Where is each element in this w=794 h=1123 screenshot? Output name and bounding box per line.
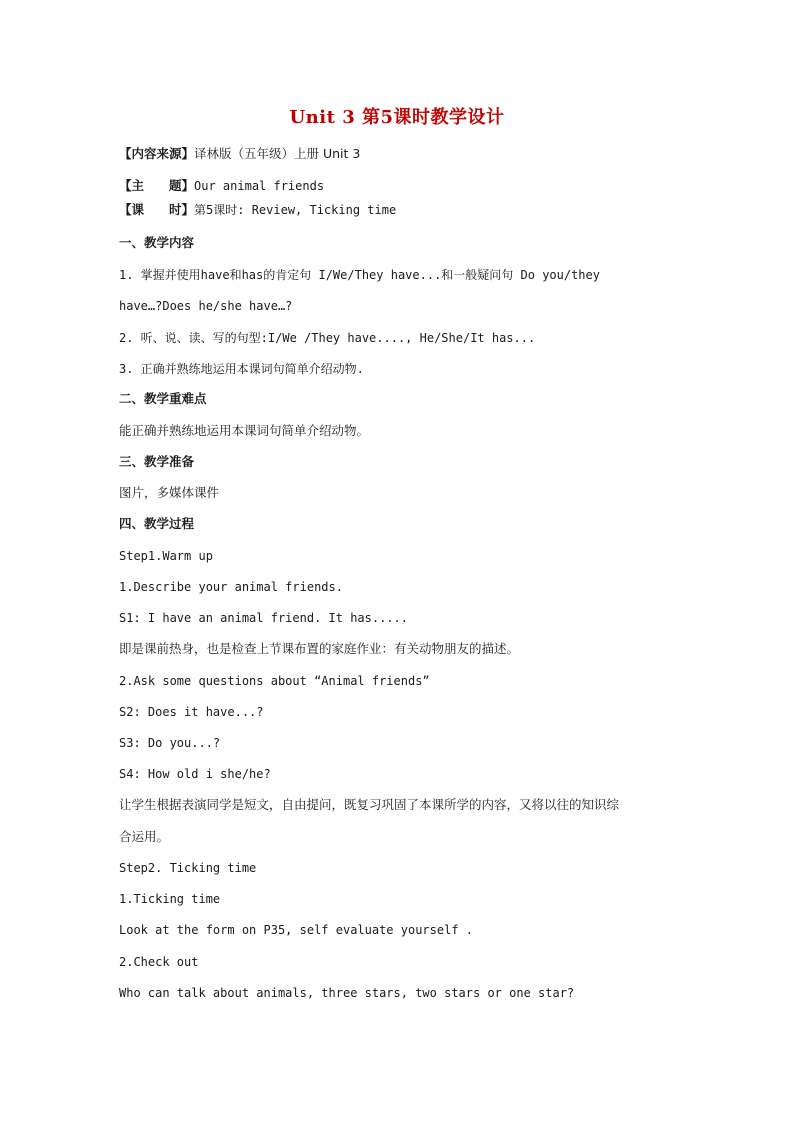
dialogue-s2: S2: Does it have...? xyxy=(119,705,264,719)
content-item-1-line-2: have…?Does he/she have…? xyxy=(119,299,293,313)
section-heading-process: 四、教学过程 xyxy=(119,516,195,531)
step2-heading: Step2. Ticking time xyxy=(119,861,257,875)
step2-item-2-text: Who can talk about animals, three stars, two stars or one star? xyxy=(119,986,575,1000)
step2-item-2: 2.Check out xyxy=(119,955,199,969)
period-value: 第5课时: Review, Ticking time xyxy=(194,203,397,217)
step1-note2-line-1: 让学生根据表演同学是短文，自由提问，既复习巩固了本课所学的内容，又将以往的知识综 xyxy=(119,797,620,812)
source-label: 【内容来源】 xyxy=(119,146,195,161)
document-title: Unit 3 第5课时教学设计 xyxy=(289,107,505,128)
step1-heading: Step1.Warm up xyxy=(119,549,213,563)
dialogue-s3: S3: Do you...? xyxy=(119,736,221,750)
meta-source xyxy=(119,145,699,163)
dialogue-s4: S4: How old i she/he? xyxy=(119,767,271,781)
meta-topic xyxy=(119,177,699,195)
content-item-2: 2. 听、说、读、写的句型:I/We /They have...., He/She/It has... xyxy=(119,331,536,345)
step1-item-2: 2.Ask some questions about “Animal friends” xyxy=(119,674,430,688)
step1-note2-line-2: 合运用。 xyxy=(119,829,170,844)
key-points-text: 能正确并熟练地运用本课词句简单介绍动物。 xyxy=(119,423,370,438)
dialogue-s1: S1: I have an animal friend. It has..... xyxy=(119,611,408,625)
source-value: 译林版（五年级）上册 Unit 3 xyxy=(194,146,361,161)
topic-value: Our animal friends xyxy=(194,179,325,193)
topic-label: 【主 题】 xyxy=(119,178,195,193)
section-heading-key-points: 二、教学重难点 xyxy=(119,391,207,406)
step2-item-1-text: Look at the form on P35, self evaluate yourself . xyxy=(119,923,474,937)
content-item-3: 3. 正确并熟练地运用本课词句简单介绍动物. xyxy=(119,362,364,376)
meta-period xyxy=(119,201,699,219)
preparation-text: 图片，多媒体课件 xyxy=(119,485,220,500)
period-label: 【课 时】 xyxy=(119,202,195,217)
section-heading-preparation: 三、教学准备 xyxy=(119,454,195,469)
step1-note: 即是课前热身，也是检查上节课布置的家庭作业：有关动物朋友的描述。 xyxy=(119,641,520,656)
step1-item-1: 1.Describe your animal friends. xyxy=(119,580,343,594)
content-item-1-line-1: 1. 掌握并使用have和has的肯定句 I/We/They have...和一般疑问句 Do you/they xyxy=(119,268,600,282)
section-heading-content: 一、教学内容 xyxy=(119,235,195,250)
step2-item-1: 1.Ticking time xyxy=(119,892,221,906)
